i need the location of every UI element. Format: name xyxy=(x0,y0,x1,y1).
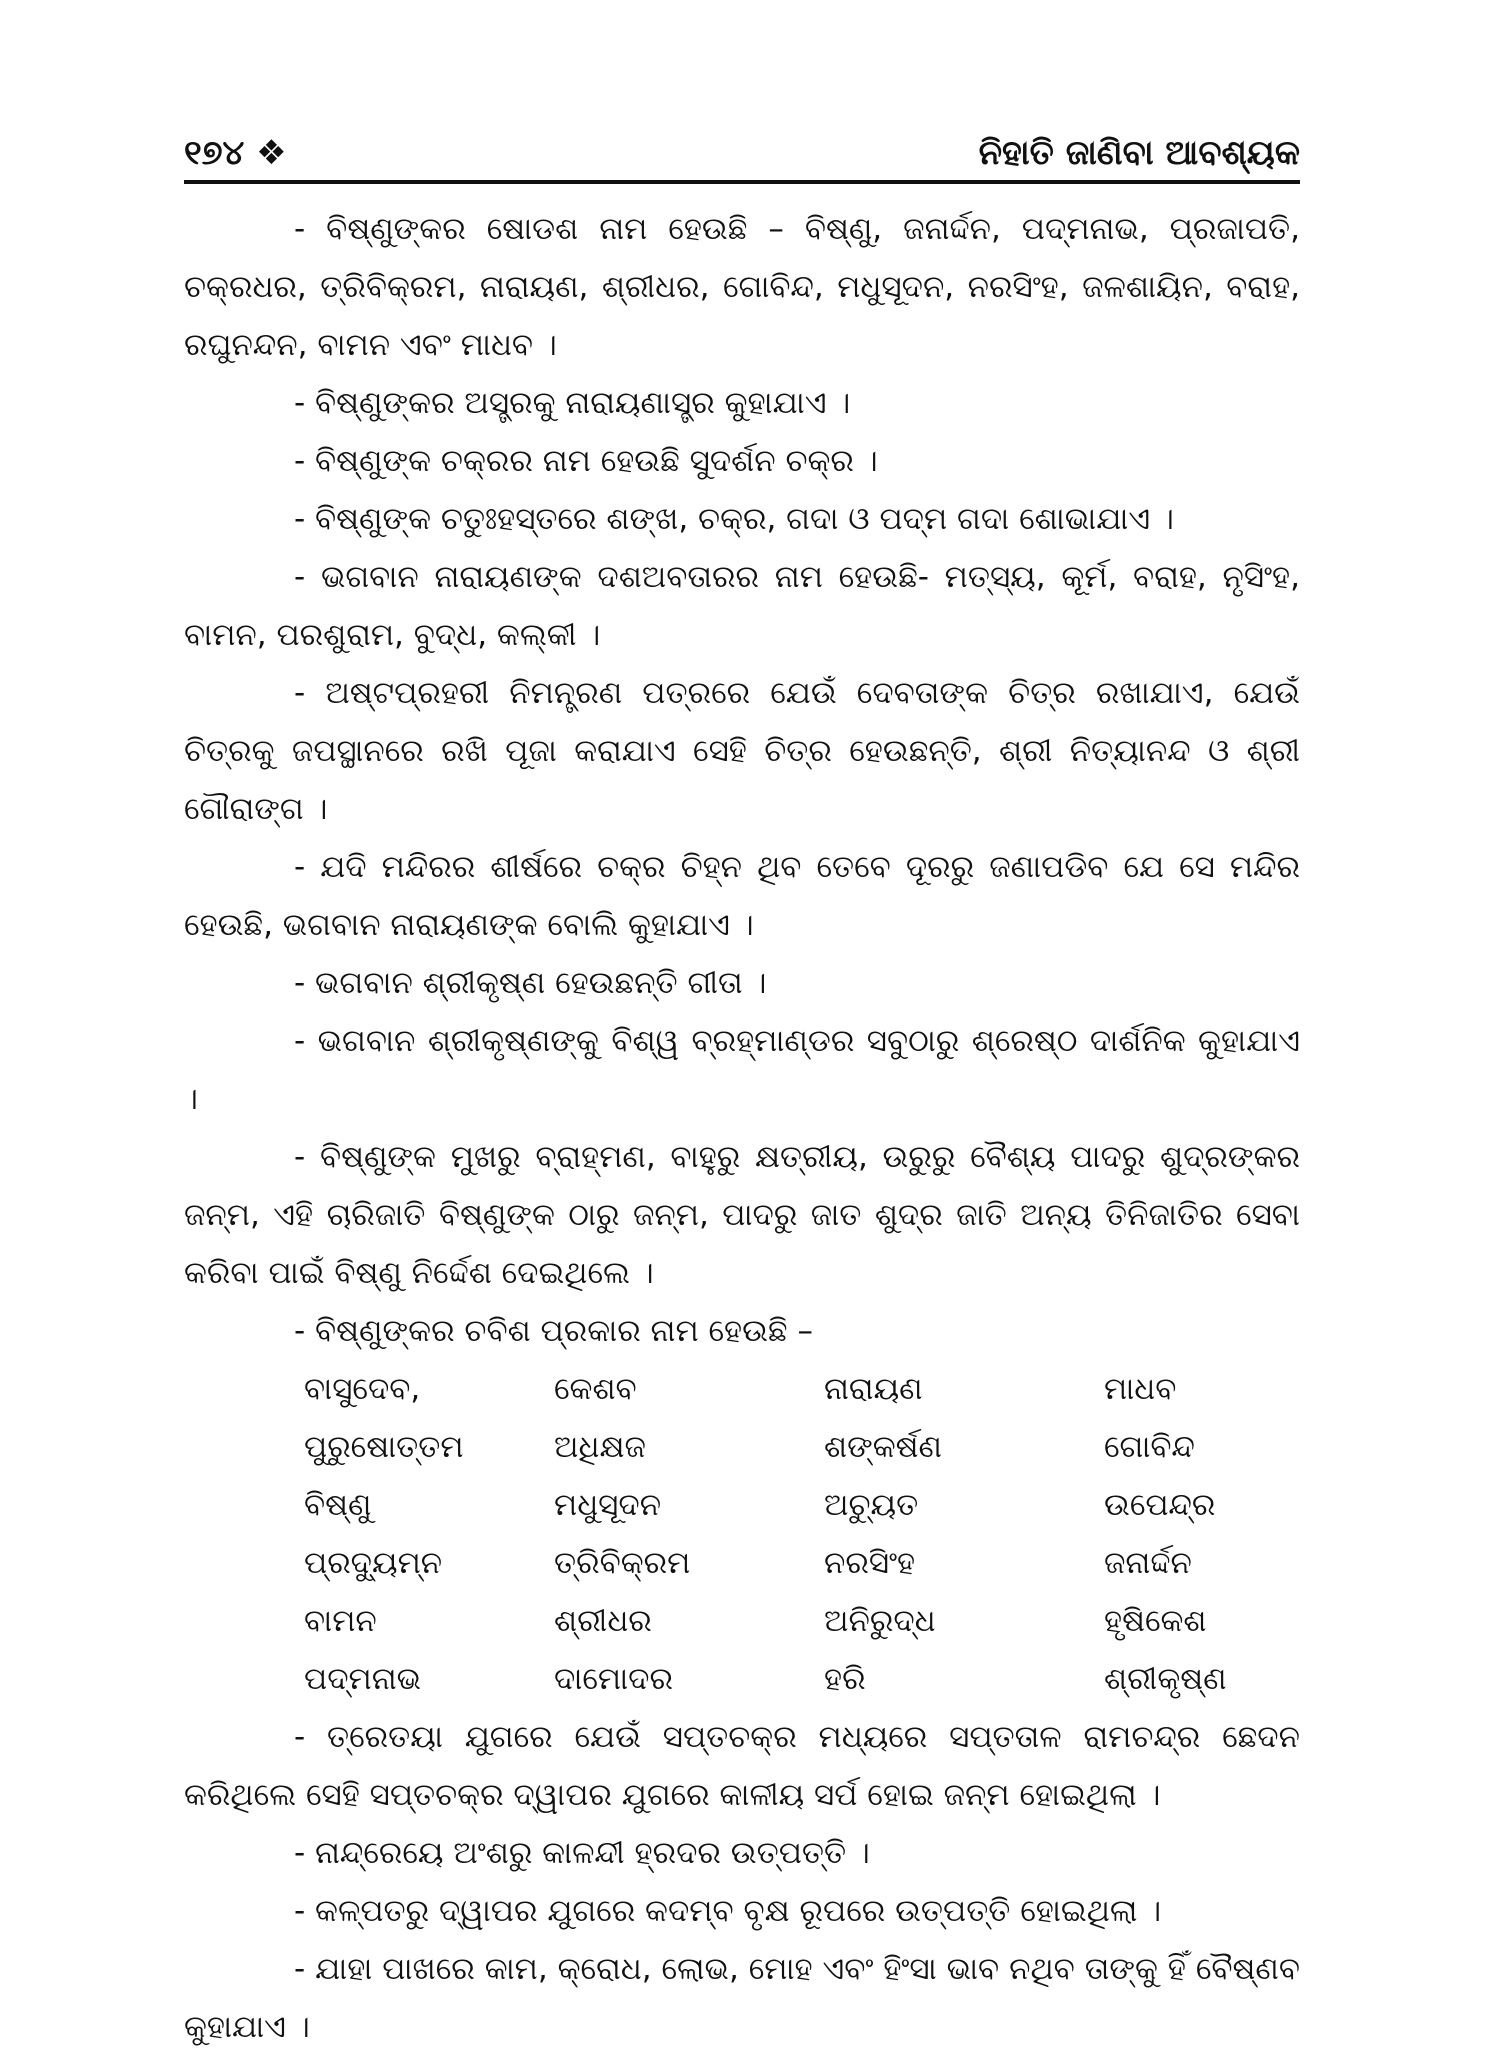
paragraph: - ବିଷ୍ଣୁଙ୍କର ଚବିଶ ପ୍ରକାର ନାମ ହେଉଛି – xyxy=(294,1313,813,1349)
name-cell: ଜନାର୍ଦ୍ଦନ xyxy=(1104,1545,1192,1581)
name-cell: ପ୍ରଦ୍ୟୁମ୍ନ xyxy=(304,1545,443,1581)
name-cell: ତ୍ରିବିକ୍ରମ xyxy=(554,1545,691,1581)
running-title: ନିହାତି ଜାଣିବା ଆବଶ୍ୟକ xyxy=(978,133,1300,173)
paragraph: - ବିଷ୍ଣୁଙ୍କ ଚତୁଃହସ୍ତରେ ଶଙ୍ଖ, ଚକ୍ର, ଗଦା ଓ ପଦ୍ମ ଗଦା ଶୋଭାଯାଏ । xyxy=(294,501,1174,537)
name-cell: ମାଧବ xyxy=(1104,1371,1177,1407)
name-cell: ମଧୁସୂଦନ xyxy=(554,1487,662,1523)
names-table xyxy=(304,1360,1300,1708)
paragraph: - ଭଗବାନ ଶ୍ରୀକୃଷ୍ଣ ହେଉଛନ୍ତି ଗୀତା । xyxy=(294,965,767,1001)
paragraph: - ଭଗବାନ ଶ୍ରୀକୃଷ୍ଣଙ୍କୁ ବିଶ୍ୱ ବ୍ରହ୍ମାଣ୍ଡର ସବୁଠାରୁ ଶ୍ରେଷ୍ଠ ଦାର୍ଶନିକ କୁହାଯାଏ । xyxy=(184,1023,1300,1117)
name-cell: ଶ୍ରୀଧର xyxy=(554,1603,652,1639)
paragraph: - ବିଷ୍ଣୁଙ୍କର ଷୋଡଶ ନାମ ହେଉଛି – ବିଷ୍ଣୁ, ଜନାର୍ଦ୍ଦନ, ପଦ୍ମନାଭ, ପ୍ରଜାପତି, ଚକ୍ରଧର, ତ୍ରିବିକ୍ରମ, ନାରାୟଣ, ଶ୍ରୀଧର, ଗୋବିନ୍ଦ, ମଧୁସୂଦନ, ନରସିଂହ, ଜଳଶାୟିନ, ବରାହ, ରଘୁନନ୍ଦନ, ବାମନ ଏବଂ ମାଧବ । xyxy=(184,211,1300,363)
paragraph: - ତ୍ରେତୟା ଯୁଗରେ ଯେଉଁ ସପ୍ତଚକ୍ର ମଧ୍ୟରେ ସପ୍ତତାଳ ରାମଚନ୍ଦ୍ର ଛେଦନ କରିଥିଲେ ସେହି ସପ୍ତଚକ୍ର ଦ୍ୱାପର ଯୁଗରେ କାଳୀୟ ସର୍ପ ହୋଇ ଜନ୍ମ ହୋଇଥିଲା । xyxy=(184,1719,1300,1813)
page-header xyxy=(184,128,1300,178)
name-cell: ନାରାୟଣ xyxy=(824,1371,923,1407)
name-cell: ଉପେନ୍ଦ୍ର xyxy=(1104,1487,1216,1523)
name-cell: ଅଚ୍ୟୁତ xyxy=(824,1487,919,1523)
name-cell: ବାମନ xyxy=(304,1603,377,1639)
paragraph: - ଯାହା ପାଖରେ କାମ, କ୍ରୋଧ, ଲୋଭ, ମୋହ ଏବଂ ହିଂସା ଭାବ ନଥିବ ତାଙ୍କୁ ହିଁ ବୈଷ୍ଣବ କୁହାଯାଏ । xyxy=(184,1951,1300,2045)
name-cell: ଅଧିକ୍ଷଜ xyxy=(554,1429,646,1465)
name-cell: ହରି xyxy=(824,1661,866,1697)
page-body xyxy=(184,200,1300,2056)
paragraph: - କଳ୍ପତରୁ ଦ୍ୱାପର ଯୁଗରେ କଦମ୍ବ ବୃକ୍ଷ ରୂପରେ ଉତ୍ପତ୍ତି ହୋଇଥିଲା । xyxy=(294,1893,1162,1929)
name-cell: ପଦ୍ମନାଭ xyxy=(304,1661,422,1697)
name-cell: ନରସିଂହ xyxy=(824,1545,916,1581)
paragraph: - ନାନ୍ଦ୍ରେୟେ ଅଂଶରୁ କାଳନ୍ଦୀ ହ୍ରଦର ଉତ୍ପତ୍ତି । xyxy=(294,1835,870,1871)
name-cell: ଦାମୋଦର xyxy=(554,1661,674,1697)
name-cell: ପୁରୁଷୋତ୍ତମ xyxy=(304,1429,464,1465)
paragraph: - ବିଷ୍ଣୁଙ୍କ ମୁଖରୁ ବ୍ରାହ୍ମଣ, ବାହୁରୁ କ୍ଷତ୍ରୀୟ, ଉରୁରୁ ବୈଶ୍ୟ ପାଦରୁ ଶୁଦ୍ରଙ୍କର ଜନ୍ମ, ଏହି ଚାରିଜାତି ବିଷ୍ଣୁଙ୍କ ଠାରୁ ଜନ୍ମ, ପାଦରୁ ଜାତ ଶୁଦ୍ର ଜାତି ଅନ୍ୟ ତିନିଜାତିର ସେବା କରିବା ପାଇଁ ବିଷ୍ଣୁ ନିର୍ଦ୍ଦେଶ ଦେଇଥିଲେ । xyxy=(184,1139,1300,1291)
page-number: ୧୭୪ ❖ xyxy=(184,133,287,173)
paragraph: - ଯଦି ମନ୍ଦିରର ଶୀର୍ଷରେ ଚକ୍ର ଚିହ୍ନ ଥିବ ତେବେ ଦୂରରୁ ଜଣାପଡିବ ଯେ ସେ ମନ୍ଦିର ହେଉଛି, ଭଗବାନ ନାରାୟଣଙ୍କ ବୋଲି କୁହାଯାଏ । xyxy=(184,849,1300,943)
name-cell: ଶ୍ରୀକୃଷ୍ଣ xyxy=(1104,1661,1227,1697)
paragraph: - ବିଷ୍ଣୁଙ୍କର ଅସ୍ତ୍ରକୁ ନାରାୟଣାସ୍ତ୍ର କୁହାଯାଏ । xyxy=(294,385,851,421)
name-cell: ବିଷ୍ଣୁ xyxy=(304,1487,372,1523)
name-cell: କେଶବ xyxy=(554,1371,637,1407)
paragraph: - ଅଷ୍ଟପ୍ରହରୀ ନିମନ୍ତ୍ରଣ ପତ୍ରରେ ଯେଉଁ ଦେବତାଙ୍କ ଚିତ୍ର ରଖାଯାଏ, ଯେଉଁ ଚିତ୍ରକୁ ଜପସ୍ଥାନରେ ରଖି ପୂଜା କରାଯାଏ ସେହି ଚିତ୍ର ହେଉଛନ୍ତି, ଶ୍ରୀ ନିତ୍ୟାନନ୍ଦ ଓ ଶ୍ରୀ ଗୌରାଙ୍ଗ । xyxy=(184,675,1300,827)
paragraph: - ଭଗବାନ ନାରାୟଣଙ୍କ ଦଶଅବତାରର ନାମ ହେଉଛି- ମତ୍ସ୍ୟ, କୂର୍ମ, ବରାହ, ନୃସିଂହ, ବାମନ, ପରଶୁରାମ, ବୁଦ୍ଧ, କଲ୍‌କୀ । xyxy=(184,559,1300,653)
name-cell: ହୃଷିକେଶ xyxy=(1104,1603,1207,1639)
name-cell: ଶଙ୍କର୍ଷଣ xyxy=(824,1429,942,1465)
header-rule xyxy=(184,180,1300,184)
name-cell: ବାସୁଦେବ, xyxy=(304,1371,421,1407)
name-cell: ଅନିରୁଦ୍ଧ xyxy=(824,1603,936,1639)
paragraph: - ବିଷ୍ଣୁଙ୍କ ଚକ୍ରର ନାମ ହେଉଛି ସୁଦର୍ଶନ ଚକ୍ର । xyxy=(294,443,878,479)
name-cell: ଗୋବିନ୍ଦ xyxy=(1104,1429,1195,1465)
